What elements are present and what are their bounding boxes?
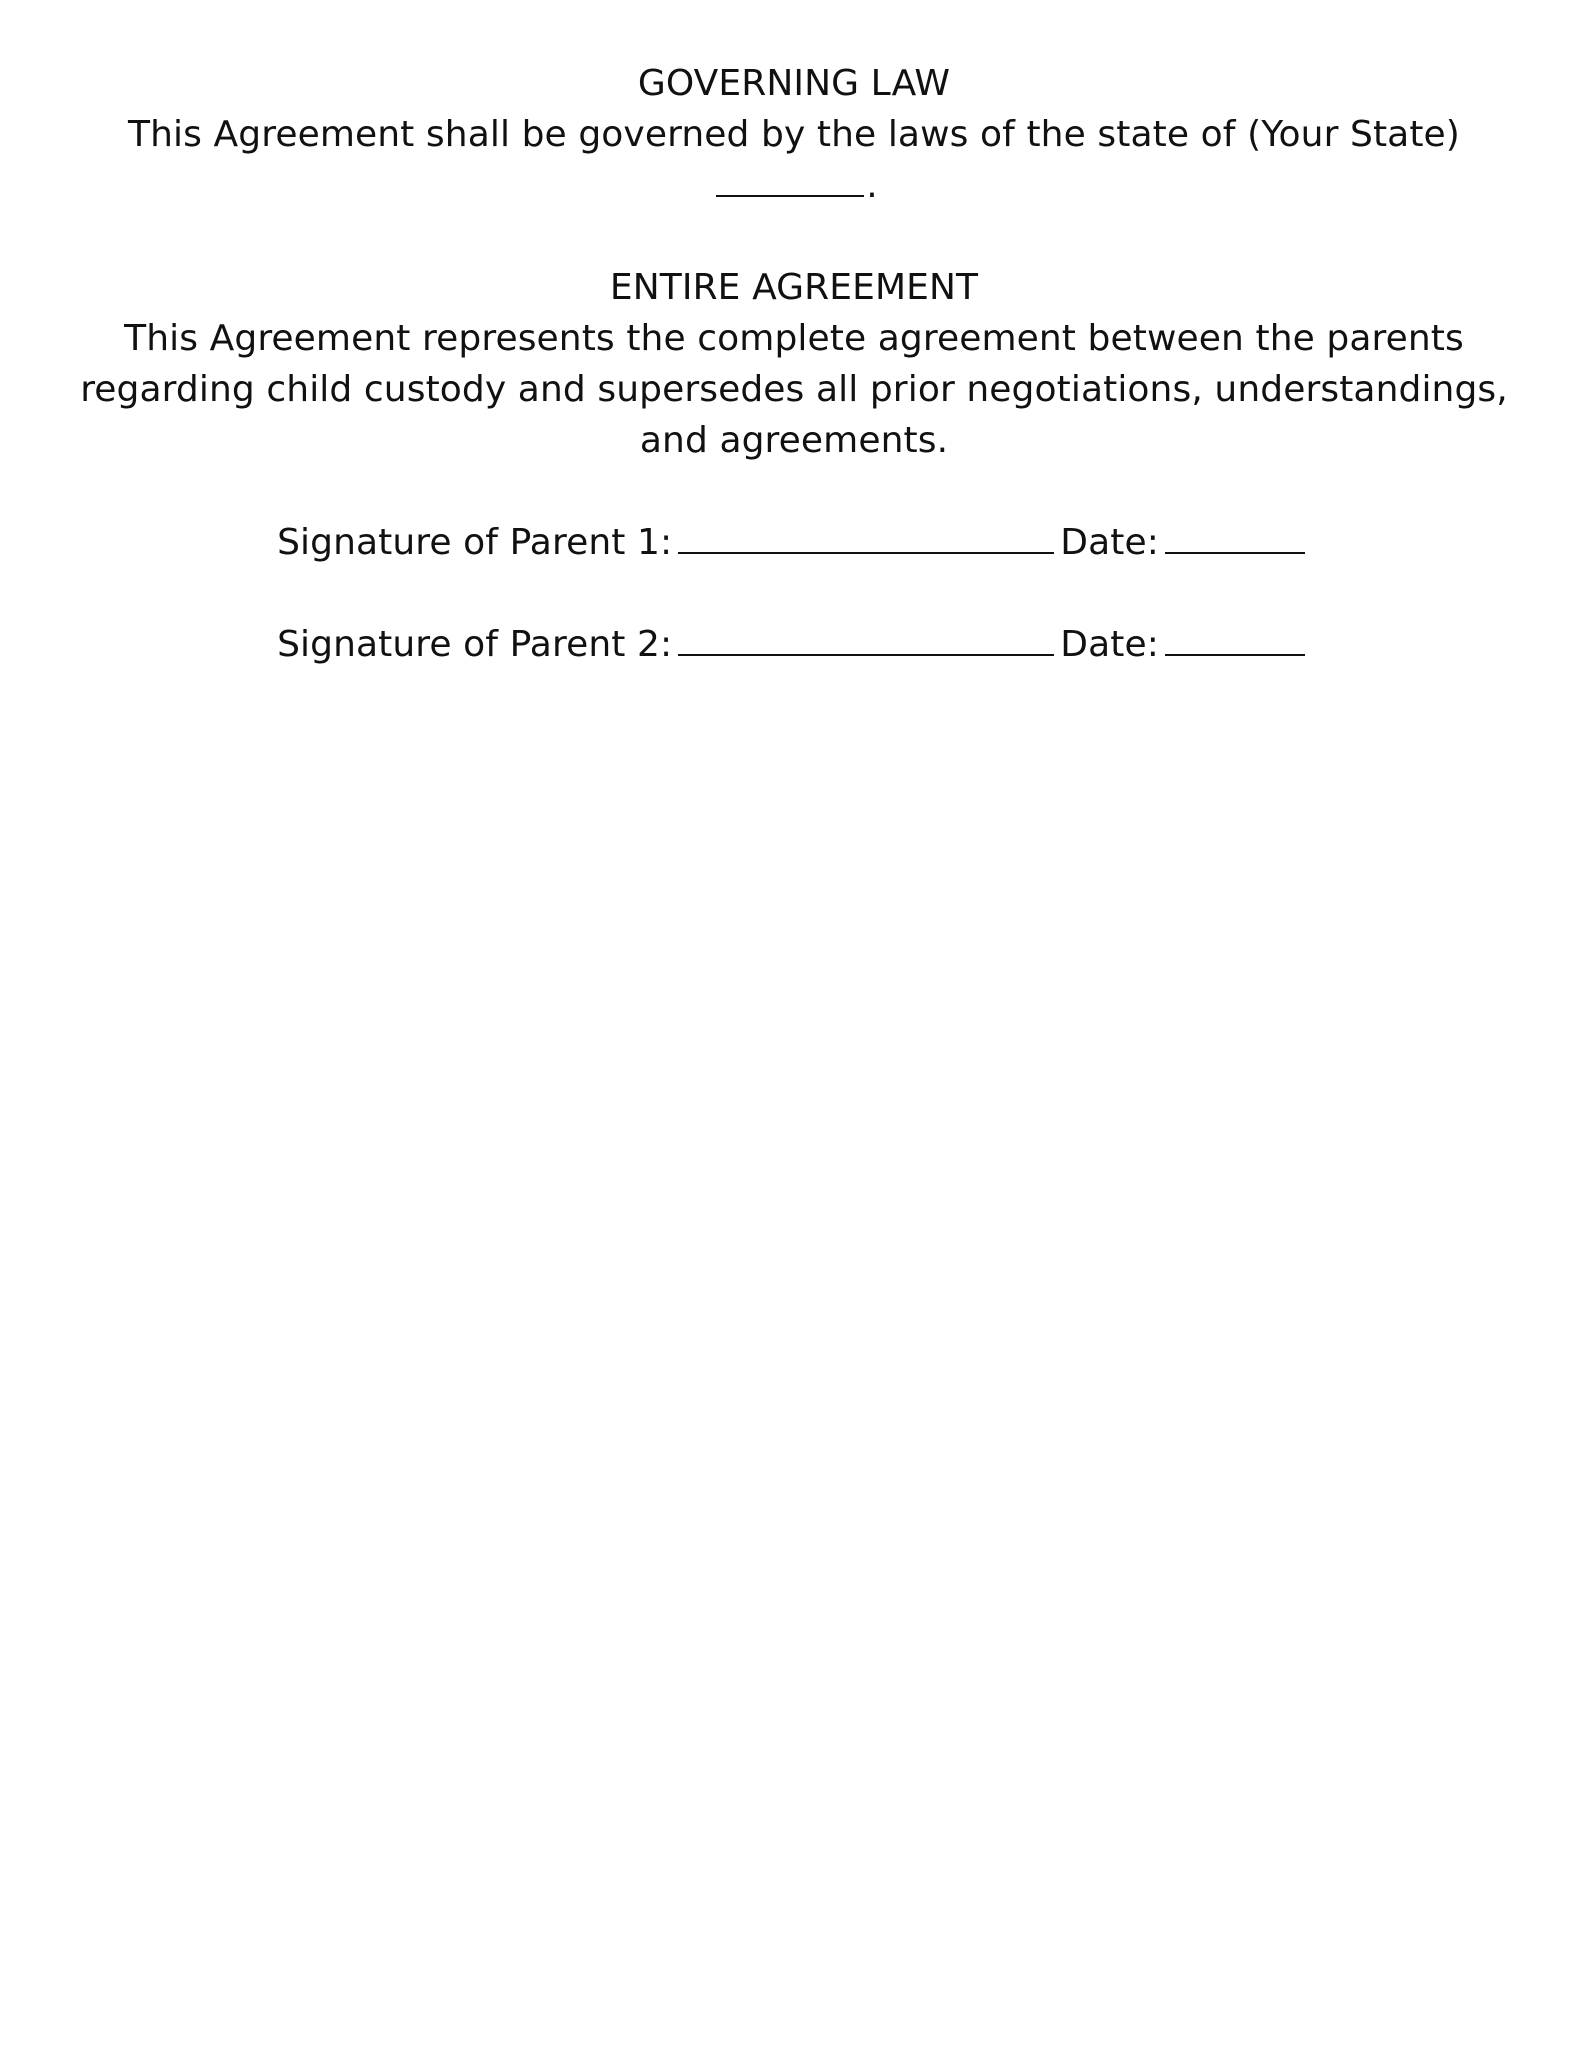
- governing-law-text: [55, 109, 1533, 211]
- date-label-parent-2: Date:: [1060, 624, 1159, 665]
- state-blank-line: [716, 169, 864, 197]
- entire-agreement-text: This Agreement represents the complete agreement between the parents regarding child custody and supersedes all prior negotiations, understandings, and agreements.: [80, 318, 1508, 461]
- signature-block: [55, 517, 1533, 670]
- entire-agreement-heading: ENTIRE AGREEMENT: [609, 267, 979, 308]
- entire-agreement-section: [55, 262, 1533, 466]
- date-blank-parent-2: [1165, 628, 1305, 656]
- signature-line-parent-1: [55, 517, 1533, 568]
- signature-line-parent-2: [55, 619, 1533, 670]
- date-label-parent-1: Date:: [1060, 522, 1159, 563]
- governing-law-section: [55, 58, 1533, 211]
- signature-blank-parent-1: [678, 526, 1054, 554]
- signature-label-parent-1: Signature of Parent 1:: [277, 522, 673, 563]
- governing-law-period: .: [866, 165, 878, 206]
- date-blank-parent-1: [1165, 526, 1305, 554]
- governing-law-sentence: This Agreement shall be governed by the laws of the state of (Your State): [128, 114, 1460, 155]
- governing-law-heading: GOVERNING LAW: [637, 63, 951, 104]
- document-body: [55, 58, 1533, 670]
- signature-blank-parent-2: [678, 628, 1054, 656]
- signature-label-parent-2: Signature of Parent 2:: [277, 624, 673, 665]
